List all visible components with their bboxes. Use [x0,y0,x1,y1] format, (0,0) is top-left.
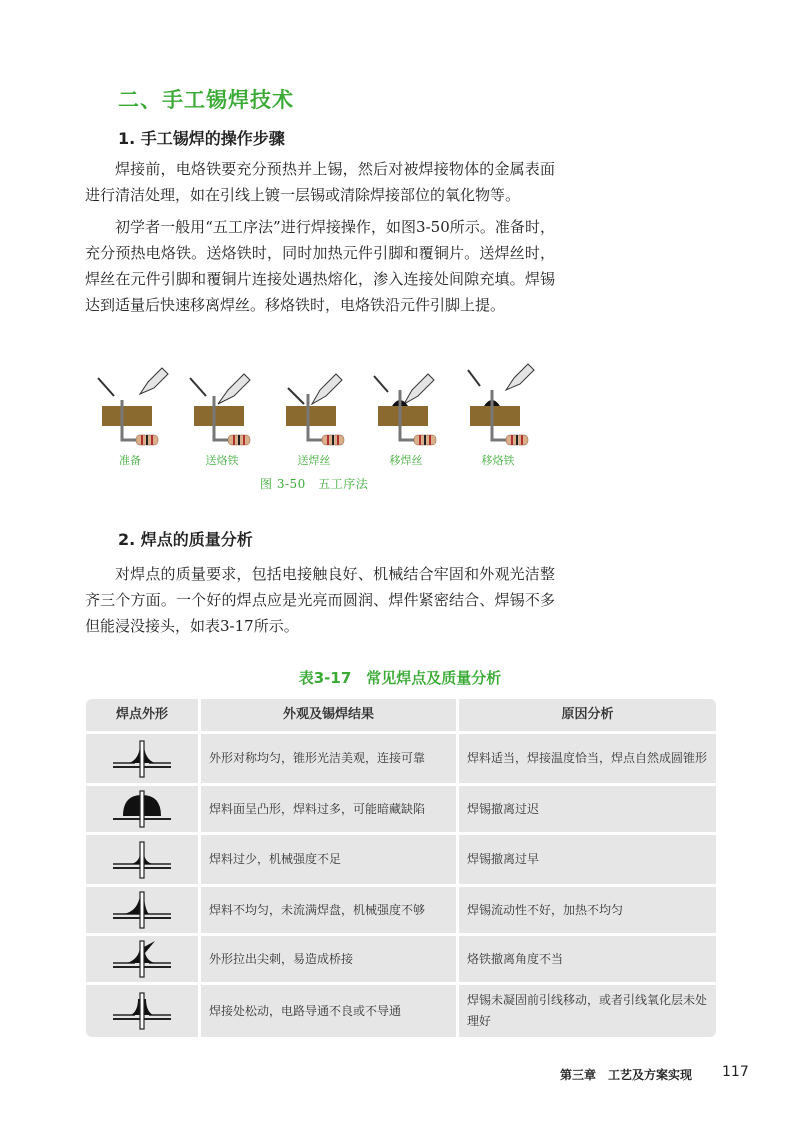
appearance-cell: 焊料过少，机械强度不足 [209,852,342,866]
normal-joint-icon [109,739,175,779]
table-row [86,734,716,783]
appearance-cell: 外形对称均匀，锥形光洁美观，连接可靠 [209,751,426,765]
cause-cell: 焊锡流动性不好，加热不均匀 [467,902,624,917]
chapter-footer: 第三章 工艺及方案实现 [560,1068,693,1082]
table-row [86,786,716,832]
convex-joint-icon [109,789,175,829]
cause-cell: 烙铁撤离角度不当 [467,951,564,966]
step-feed-solder [274,360,354,470]
step-label: 移烙铁 [481,454,515,467]
step-label: 准备 [119,454,141,467]
paragraph-five-steps: 初学者一般用“五工序法”进行焊接操作，如图3-50所示。准备时，充分预热电烙铁。送烙铁时，同时加热元件引脚和覆铜片。送焊丝时，焊丝在元件引脚和覆铜片连接处遇热熔化，渗入连接处间隙充填。焊锡达到适量后快速移离焊丝。移烙铁时，电烙铁沿元件引脚上提。 [85,218,555,314]
header-cause: 原因分析 [561,707,614,722]
step-prepare [90,360,170,470]
step-remove-solder [366,360,446,470]
paragraph-quality: 对焊点的质量要求，包括电接触良好、机械结合牢固和外观光洁整齐三个方面。一个好的焊点应是光亮而圆润、焊件紧密结合、焊锡不多但能浸没接头，如表3-17所示。 [85,565,555,635]
step-label: 送焊丝 [297,454,331,467]
table-header [86,699,716,731]
page-number: 117 [722,1064,749,1080]
step-label: 送烙铁 [205,454,239,467]
cause-cell: 焊锡撤离过早 [467,852,540,866]
step-send-iron [182,360,262,470]
section-title: 二、手工锡焊技术 [118,88,294,112]
five-step-figure [90,360,560,500]
table-row [86,887,716,933]
cause-cell: 焊锡未凝固前引线移动，或者引线氧化层未处理好 [467,993,708,1028]
loose-joint-icon [109,991,175,1031]
table-title: 表3-17 常见焊点及质量分析 [298,669,502,687]
figure-caption: 图 3-50 五工序法 [260,477,369,491]
appearance-cell: 焊接处松动，电路导通不良或不导通 [209,1003,402,1018]
step-feed-solder-illustration [274,360,354,452]
thin-joint-icon [109,840,175,880]
table-row [86,936,716,982]
subsection-title-quality: 2. 焊点的质量分析 [118,530,253,549]
table-row [86,835,716,884]
spike-joint-icon [109,939,175,979]
shape-cell [86,936,198,982]
step-send-iron-illustration [182,360,262,452]
subsection-title-steps: 1. 手工锡焊的操作步骤 [118,129,285,148]
appearance-cell: 焊料面呈凸形，焊料过多，可能暗藏缺陷 [209,801,426,816]
table-row [86,985,716,1037]
step-prepare-illustration [90,360,170,452]
shape-cell [86,887,198,933]
header-appearance: 外观及锡焊结果 [282,707,374,722]
header-shape: 焊点外形 [115,707,168,722]
uneven-joint-icon [109,890,175,930]
appearance-cell: 外形拉出尖刺，易造成桥接 [209,951,354,966]
paragraph-preparation: 焊接前，电烙铁要充分预热并上锡，然后对被焊接物体的金属表面进行清洁处理，如在引线上镀一层锡或清除焊接部位的氧化物等。 [85,160,555,204]
shape-cell [86,985,198,1037]
shape-cell [86,786,198,832]
cause-cell: 焊料适当，焊接温度恰当，焊点自然成圆锥形 [467,751,708,765]
step-remove-iron [458,360,538,470]
shape-cell [86,734,198,783]
appearance-cell: 焊料不均匀，未流满焊盘，机械强度不够 [209,902,426,917]
shape-cell [86,835,198,884]
step-remove-solder-illustration [366,360,446,452]
solder-joint-table [86,699,716,1037]
step-label: 移焊丝 [389,454,423,467]
cause-cell: 焊锡撤离过迟 [467,801,540,816]
step-remove-iron-illustration [458,360,538,452]
